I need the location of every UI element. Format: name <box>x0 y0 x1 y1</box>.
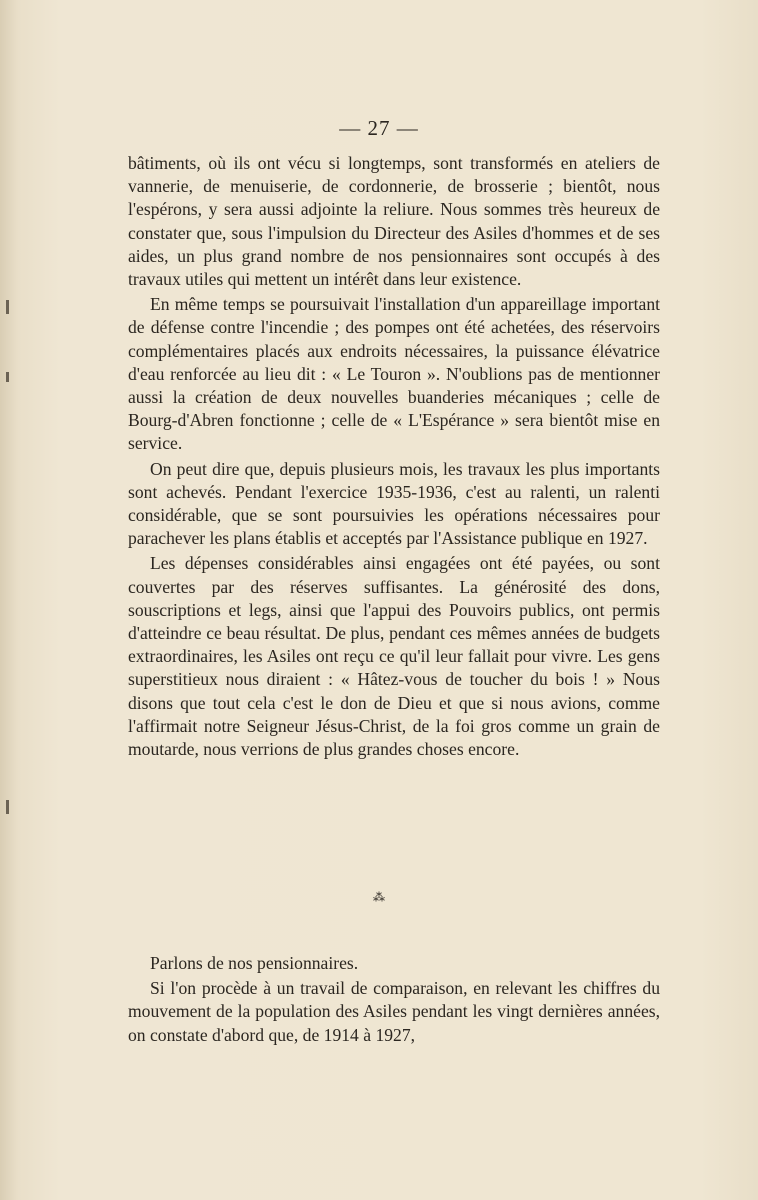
margin-mark <box>6 800 9 814</box>
paragraph: Si l'on procède à un travail de comparaison, en relevant les chiffres du mouvement de la population des Asiles pendant les vingt dernières années, on constate d'abord que, de 1914 à 1927, <box>128 978 660 1045</box>
body-text <box>128 152 660 761</box>
paragraph: bâtiments, où ils ont vécu si longtemps, sont transformés en ateliers de vannerie, de menuiserie, de cordonnerie, de brosserie ; bientôt, nous l'espérons, y sera aussi adjointe la reliure. Nous sommes très heureux de constater que, sous l'impulsion du Directeur des Asiles d'hommes et de ses aides, un plus grand nombre de nos pensionnaires sont occupés à des travaux utiles qui mettent un intérêt dans leur existence. <box>128 153 660 290</box>
margin-mark <box>6 372 9 382</box>
paragraph: En même temps se poursuivait l'installation d'un appareillage important de défense contre l'incendie ; des pompes ont été achetées, des réservoirs complémentaires placés aux endroits nécessaires, la puissance élévatrice d'eau renforcée au lieu dit : « Le Touron ». N'oublions pas de mentionner aussi la création de deux nouvelles buanderies mécaniques ; celle de Bourg-d'Abren fonctionne ; celle de « L'Espérance » sera bientôt mise en service. <box>128 294 660 454</box>
paragraph: On peut dire que, depuis plusieurs mois, les travaux les plus importants sont achevés. Pendant l'exercice 1935-1936, c'est au ralenti, un ralenti considérable, que se sont poursuivies les opérations nécessaires pour parachever les plans établis et acceptés par l'Assistance publique en 1927. <box>128 458 660 549</box>
margin-mark <box>6 300 9 314</box>
section-separator: ⁂ <box>373 890 385 904</box>
body-text-continued <box>128 950 660 1047</box>
page-number: — 27 — <box>339 116 419 140</box>
paragraph: Parlons de nos pensionnaires. <box>150 953 359 973</box>
paragraph: Les dépenses considérables ainsi engagées ont été payées, ou sont couvertes par des réserves suffisantes. La générosité des dons, souscriptions et legs, ainsi que l'appui des Pouvoirs publics, ont permis d'atteindre ce beau résultat. De plus, pendant ces mêmes années de budgets extraordinaires, les Asiles ont reçu ce qu'il leur fallait pour vivre. Les gens superstitieux nous diraient : « Hâtez-vous de toucher du bois ! » Nous disons que tout cela c'est le don de Dieu et que si nous avions, comme l'affirmait notre Seigneur Jésus-Christ, de la foi gros comme un grain de moutarde, nous verrions de plus grandes choses encore. <box>128 553 660 760</box>
